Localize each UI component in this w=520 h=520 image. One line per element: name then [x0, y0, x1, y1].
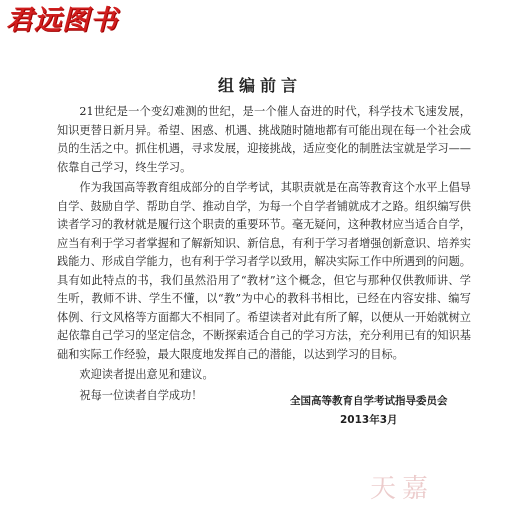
paragraph-1: 21世纪是一个变幻难测的世纪，是一个催人奋进的时代，科学技术飞速发展，知识更替日新月异。希望、困惑、机遇、挑战随时随地都有可能出现在每一个社会成员的生活之中。抓住机遇，寻求发展，迎接挑战，适应变化的制胜法宝就是学习——依靠自己学习，终生学习。 — [57, 105, 471, 174]
paragraph-2: 作为我国高等教育组成部分的自学考试，其职责就是在高等教育这个水平上倡导自学、鼓励自学、帮助自学、推动自学，为每一个自学者铺就成才之路。组织编写供读者学习的教材就是履行这个职责的重要环节。毫无疑问，这种教材应当适合自学，应当有利于学习者掌握和了解新知识、新信息，有利于学习者增强创新意识、培养实践能力、形成自学能力，也有利于学习者学以致用，解决实际工作中所遇到的问题。具有如此特点的书，我们虽然沿用了“教材”这个概念，但它与那种仅供教师讲、学生听，教师不讲、学生不懂，以“教”为中心的教科书相比，已经在内容安排、编写体例、行文风格等方面都大不相同了。希望读者对此有所了解，以便从一开始就树立起依靠自己学习的坚定信念，不断探索适合自己的学习方法，充分利用已有的知识基础和实际工作经验，最大限度地发挥自己的潜能，以达到学习的目标。 — [57, 181, 471, 361]
brand-logo: 君远图书 — [6, 5, 118, 36]
document-title: 组编前言 — [217, 76, 302, 95]
watermark: 天嘉 — [370, 474, 435, 504]
signature-block — [290, 392, 490, 430]
signature-organization: 全国高等教育自学考试指导委员会 — [290, 395, 448, 407]
paragraph-4: 祝每一位读者自学成功！ — [79, 388, 203, 402]
document-body — [57, 103, 471, 407]
paragraph-3: 欢迎读者提出意见和建议。 — [79, 368, 214, 381]
signature-date: 2013年3月 — [340, 414, 398, 426]
